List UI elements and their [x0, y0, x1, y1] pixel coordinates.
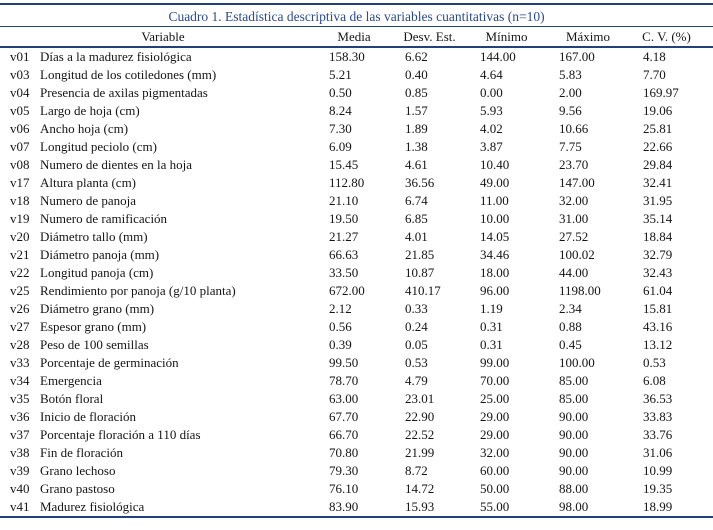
- cell-cv: 6.08: [643, 373, 666, 388]
- cell-max: 10.66: [559, 121, 589, 136]
- column-header-maximo: Máximo: [565, 29, 611, 44]
- table-row: [0, 372, 713, 390]
- cell-name: Espesor grano (mm): [40, 319, 147, 334]
- cell-desv: 4.79: [405, 373, 428, 388]
- cell-code: v01: [10, 49, 30, 64]
- cell-name: Rendimiento por panoja (g/10 planta): [40, 283, 236, 298]
- table-row: [0, 102, 713, 120]
- cell-code: v36: [10, 409, 30, 424]
- cell-cv: 33.83: [643, 409, 673, 424]
- cell-name: Inicio de floración: [40, 409, 137, 424]
- cell-max: 32.00: [559, 193, 589, 208]
- column-header-minimo: Mínimo: [485, 29, 528, 44]
- cell-name: Diámetro grano (mm): [40, 301, 155, 316]
- cell-desv: 22.90: [405, 409, 435, 424]
- cell-name: Diámetro tallo (mm): [40, 229, 148, 244]
- cell-desv: 0.40: [405, 67, 428, 82]
- cell-code: v04: [10, 85, 30, 100]
- cell-media: 67.70: [329, 409, 359, 424]
- cell-max: 90.00: [559, 445, 589, 460]
- table-row: [0, 426, 713, 444]
- descriptive-statistics-table: [0, 27, 713, 518]
- cell-name: Días a la madurez fisiológica: [40, 49, 192, 64]
- cell-desv: 23.01: [405, 391, 435, 406]
- cell-desv: 1.57: [405, 103, 428, 118]
- cell-media: 672.00: [329, 283, 365, 298]
- cell-cv: 18.84: [643, 229, 673, 244]
- cell-cv: 19.06: [643, 103, 673, 118]
- cell-media: 33.50: [329, 265, 359, 280]
- cell-media: 0.56: [329, 319, 352, 334]
- cell-max: 7.75: [559, 139, 582, 154]
- cell-media: 63.00: [329, 391, 359, 406]
- cell-code: v17: [10, 175, 30, 190]
- cell-min: 10.40: [480, 157, 510, 172]
- cell-max: 100.02: [559, 247, 595, 262]
- cell-min: 18.00: [480, 265, 510, 280]
- cell-name: Diámetro panoja (mm): [40, 247, 160, 262]
- cell-min: 11.00: [480, 193, 509, 208]
- table-caption: Cuadro 1. Estadística descriptiva de las variables cuantitativas (n=10): [0, 3, 713, 27]
- cell-min: 99.00: [480, 355, 510, 370]
- table-row: [0, 282, 713, 300]
- cell-desv: 0.85: [405, 85, 428, 100]
- column-header-variable: Variable: [141, 29, 185, 44]
- cell-name: Porcentaje de germinación: [40, 355, 179, 370]
- cell-cv: 169.97: [643, 85, 679, 100]
- cell-cv: 31.95: [643, 193, 673, 208]
- cell-code: v25: [10, 283, 30, 298]
- cell-code: v20: [10, 229, 30, 244]
- cell-min: 96.00: [480, 283, 510, 298]
- cell-max: 9.56: [559, 103, 582, 118]
- cell-max: 1198.00: [559, 283, 601, 298]
- table-row: [0, 264, 713, 282]
- cell-code: v28: [10, 337, 30, 352]
- cell-media: 8.24: [329, 103, 352, 118]
- cell-media: 7.30: [329, 121, 352, 136]
- cell-min: 60.00: [480, 463, 510, 478]
- table-row: [0, 66, 713, 84]
- cell-name: Fin de floración: [40, 445, 124, 460]
- cell-min: 10.00: [480, 211, 510, 226]
- cell-max: 85.00: [559, 391, 589, 406]
- cell-min: 144.00: [480, 49, 516, 64]
- column-header-cv: C. V. (%): [642, 29, 691, 44]
- column-header-desv-est: Desv. Est.: [403, 29, 456, 44]
- cell-name: Longitud de los cotiledones (mm): [40, 67, 217, 82]
- table-row: [0, 462, 713, 480]
- cell-code: v08: [10, 157, 30, 172]
- cell-max: 167.00: [559, 49, 595, 64]
- cell-min: 1.19: [480, 301, 503, 316]
- cell-media: 158.30: [329, 49, 365, 64]
- cell-min: 49.00: [480, 175, 510, 190]
- cell-max: 88.00: [559, 481, 589, 496]
- cell-desv: 1.89: [405, 121, 428, 136]
- cell-media: 79.30: [329, 463, 359, 478]
- cell-media: 76.10: [329, 481, 359, 496]
- cell-desv: 4.01: [405, 229, 428, 244]
- cell-min: 4.64: [480, 67, 503, 82]
- cell-max: 90.00: [559, 409, 589, 424]
- cell-media: 21.10: [329, 193, 359, 208]
- cell-media: 70.80: [329, 445, 359, 460]
- cell-min: 32.00: [480, 445, 510, 460]
- table-header-row: [0, 27, 713, 47]
- cell-name: Altura planta (cm): [40, 175, 137, 190]
- table-row: [0, 498, 713, 517]
- cell-max: 5.83: [559, 67, 582, 82]
- table-row: [0, 47, 713, 66]
- cell-name: Ancho hoja (cm): [40, 121, 129, 136]
- cell-desv: 14.72: [405, 481, 435, 496]
- cell-min: 0.00: [480, 85, 503, 100]
- cell-min: 55.00: [480, 499, 510, 514]
- cell-name: Grano pastoso: [40, 481, 115, 496]
- cell-code: v34: [10, 373, 30, 388]
- table-row: [0, 192, 713, 210]
- cell-max: 147.00: [559, 175, 595, 190]
- cell-code: v33: [10, 355, 30, 370]
- cell-desv: 1.38: [405, 139, 428, 154]
- cell-name: Presencia de axilas pigmentadas: [40, 85, 208, 100]
- cell-code: v03: [10, 67, 30, 82]
- cell-desv: 6.85: [405, 211, 428, 226]
- cell-cv: 10.99: [643, 463, 673, 478]
- cell-name: Emergencia: [40, 373, 102, 388]
- cell-max: 31.00: [559, 211, 589, 226]
- cell-cv: 61.04: [643, 283, 673, 298]
- cell-code: v07: [10, 139, 30, 154]
- table-row: [0, 138, 713, 156]
- cell-name: Numero de ramificación: [40, 211, 168, 226]
- cell-name: Numero de dientes en la hoja: [40, 157, 192, 172]
- cell-min: 0.31: [480, 337, 503, 352]
- table-row: [0, 120, 713, 138]
- column-header-media: Media: [337, 29, 371, 44]
- table-row: [0, 408, 713, 426]
- cell-cv: 7.70: [643, 67, 666, 82]
- cell-max: 90.00: [559, 463, 589, 478]
- cell-code: v21: [10, 247, 30, 262]
- cell-cv: 13.12: [643, 337, 673, 352]
- cell-min: 29.00: [480, 409, 510, 424]
- table-row: [0, 318, 713, 336]
- cell-media: 112.80: [329, 175, 365, 190]
- table-body: [0, 47, 713, 517]
- cell-media: 83.90: [329, 499, 359, 514]
- table-row: [0, 354, 713, 372]
- cell-name: Peso de 100 semillas: [40, 337, 149, 352]
- cell-media: 6.09: [329, 139, 352, 154]
- cell-desv: 8.72: [405, 463, 428, 478]
- cell-min: 29.00: [480, 427, 510, 442]
- cell-max: 27.52: [559, 229, 589, 244]
- cell-min: 34.46: [480, 247, 510, 262]
- cell-max: 0.45: [559, 337, 582, 352]
- table-row: [0, 300, 713, 318]
- cell-code: v05: [10, 103, 30, 118]
- cell-name: Madurez fisiológica: [40, 499, 145, 514]
- cell-max: 44.00: [559, 265, 589, 280]
- cell-name: Botón floral: [40, 391, 104, 406]
- cell-cv: 32.41: [643, 175, 673, 190]
- cell-cv: 18.99: [643, 499, 673, 514]
- cell-media: 66.63: [329, 247, 359, 262]
- table-row: [0, 84, 713, 102]
- table-row: [0, 390, 713, 408]
- cell-code: v22: [10, 265, 30, 280]
- cell-cv: 35.14: [643, 211, 673, 226]
- cell-cv: 15.81: [643, 301, 673, 316]
- cell-cv: 29.84: [643, 157, 673, 172]
- cell-min: 14.05: [480, 229, 510, 244]
- cell-code: v18: [10, 193, 30, 208]
- cell-desv: 410.17: [405, 283, 441, 298]
- cell-name: Longitud panoja (cm): [40, 265, 154, 280]
- cell-media: 21.27: [329, 229, 359, 244]
- cell-max: 2.00: [559, 85, 582, 100]
- cell-cv: 0.53: [643, 355, 666, 370]
- cell-cv: 43.16: [643, 319, 673, 334]
- cell-code: v35: [10, 391, 30, 406]
- cell-desv: 6.74: [405, 193, 428, 208]
- cell-desv: 21.85: [405, 247, 435, 262]
- cell-code: v39: [10, 463, 30, 478]
- cell-desv: 0.53: [405, 355, 428, 370]
- table-row: [0, 156, 713, 174]
- cell-code: v38: [10, 445, 30, 460]
- cell-desv: 0.05: [405, 337, 428, 352]
- cell-max: 98.00: [559, 499, 589, 514]
- cell-min: 70.00: [480, 373, 510, 388]
- cell-min: 50.00: [480, 481, 510, 496]
- cell-desv: 0.24: [405, 319, 428, 334]
- cell-code: v37: [10, 427, 30, 442]
- cell-desv: 36.56: [405, 175, 435, 190]
- cell-desv: 21.99: [405, 445, 435, 460]
- cell-media: 19.50: [329, 211, 359, 226]
- cell-cv: 32.43: [643, 265, 673, 280]
- cell-media: 0.39: [329, 337, 352, 352]
- cell-media: 78.70: [329, 373, 359, 388]
- cell-code: v41: [10, 499, 30, 514]
- cell-cv: 33.76: [643, 427, 673, 442]
- cell-cv: 32.79: [643, 247, 673, 262]
- cell-name: Longitud peciolo (cm): [40, 139, 157, 154]
- cell-min: 4.02: [480, 121, 503, 136]
- table-row: [0, 210, 713, 228]
- cell-media: 66.70: [329, 427, 359, 442]
- cell-name: Porcentaje floración a 110 días: [40, 427, 201, 442]
- cell-code: v27: [10, 319, 30, 334]
- cell-min: 3.87: [480, 139, 503, 154]
- table-row: [0, 174, 713, 192]
- cell-cv: 19.35: [643, 481, 673, 496]
- cell-name: Numero de panoja: [40, 193, 137, 208]
- cell-cv: 22.66: [643, 139, 673, 154]
- cell-cv: 36.53: [643, 391, 673, 406]
- cell-desv: 0.33: [405, 301, 428, 316]
- table-row: [0, 480, 713, 498]
- cell-max: 0.88: [559, 319, 582, 334]
- cell-max: 100.00: [559, 355, 595, 370]
- cell-media: 5.21: [329, 67, 352, 82]
- table-row: [0, 336, 713, 354]
- table-row: [0, 246, 713, 264]
- cell-code: v40: [10, 481, 30, 496]
- cell-media: 2.12: [329, 301, 352, 316]
- cell-cv: 25.81: [643, 121, 673, 136]
- cell-desv: 15.93: [405, 499, 435, 514]
- cell-desv: 6.62: [405, 49, 428, 64]
- cell-max: 2.34: [559, 301, 582, 316]
- cell-desv: 22.52: [405, 427, 435, 442]
- cell-cv: 4.18: [643, 49, 666, 64]
- cell-media: 99.50: [329, 355, 359, 370]
- cell-code: v19: [10, 211, 30, 226]
- cell-code: v26: [10, 301, 30, 316]
- cell-code: v06: [10, 121, 30, 136]
- table-row: [0, 228, 713, 246]
- cell-max: 23.70: [559, 157, 589, 172]
- cell-name: Grano lechoso: [40, 463, 116, 478]
- cell-max: 85.00: [559, 373, 589, 388]
- cell-name: Largo de hoja (cm): [40, 103, 140, 118]
- cell-desv: 4.61: [405, 157, 428, 172]
- cell-min: 0.31: [480, 319, 503, 334]
- table-row: [0, 444, 713, 462]
- cell-media: 0.50: [329, 85, 352, 100]
- cell-min: 25.00: [480, 391, 510, 406]
- cell-max: 90.00: [559, 427, 589, 442]
- cell-cv: 31.06: [643, 445, 673, 460]
- cell-min: 5.93: [480, 103, 503, 118]
- cell-desv: 10.87: [405, 265, 435, 280]
- cell-media: 15.45: [329, 157, 359, 172]
